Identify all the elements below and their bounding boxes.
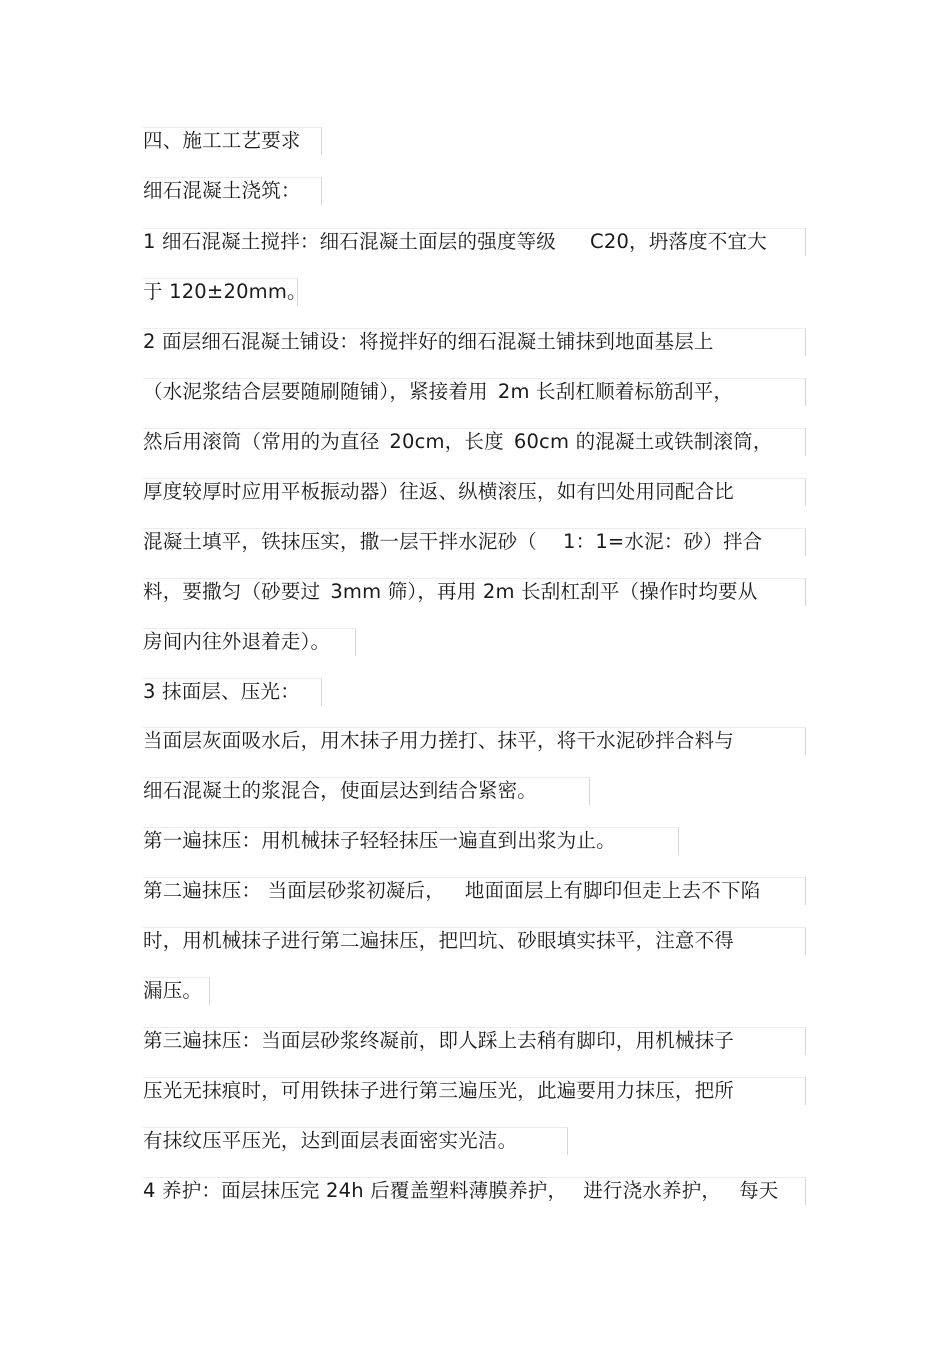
subsection-heading: 3 抹面层、压光： bbox=[143, 680, 300, 703]
paragraph-line: 第二遍抹压： 当面层砂浆初凝后， 地面面层上有脚印但走上去不下陷 bbox=[143, 879, 761, 902]
paragraph-line: 时，用机械抹子进行第二遍抹压，把凹坑、砂眼填实抹平，注意不得 bbox=[143, 929, 735, 952]
paragraph-line: 有抹纹压平压光，达到面层表面密实光洁。 bbox=[143, 1129, 518, 1152]
paragraph-line: 2 面层细石混凝土铺设：将搅拌好的细石混凝土铺抹到地面基层上 bbox=[143, 330, 714, 353]
paragraph-line: 1 细石混凝土搅拌：细石混凝土面层的强度等级 C20，坍落度不宜大 bbox=[143, 230, 767, 253]
paragraph-line: 漏压。 bbox=[143, 979, 203, 1002]
paragraph-line: 第一遍抹压：用机械抹子轻轻抹压一遍直到出浆为止。 bbox=[143, 829, 616, 852]
section-heading: 四、施工工艺要求 bbox=[143, 129, 301, 152]
paragraph-line: 混凝土填平，铁抹压实，撒一层干拌水泥砂（ 1：1=水泥：砂）拌合 bbox=[143, 530, 763, 553]
paragraph-line: 于 120±20mm。 bbox=[143, 280, 307, 303]
paragraph-line: 细石混凝土的浆混合，使面层达到结合紧密。 bbox=[143, 779, 538, 802]
subsection-heading: 4 养护：面层抹压完 24h 后覆盖塑料薄膜养护， 进行浇水养护， 每天 bbox=[143, 1179, 779, 1202]
paragraph-line: （水泥浆结合层要随刷随铺），紧接着用 2m 长刮杠顺着标筋刮平， bbox=[143, 380, 734, 403]
subheading: 细石混凝土浇筑： bbox=[143, 179, 301, 202]
paragraph-line: 然后用滚筒（常用的为直径 20cm，长度 60cm 的混凝土或铁制滚筒， bbox=[143, 430, 773, 453]
paragraph-line: 当面层灰面吸水后，用木抹子用力搓打、抹平，将干水泥砂拌合料与 bbox=[143, 729, 735, 752]
paragraph-line: 房间内往外退着走）。 bbox=[143, 630, 331, 653]
paragraph-line: 第三遍抹压：当面层砂浆终凝前，即人踩上去稍有脚印，用机械抹子 bbox=[143, 1029, 735, 1052]
paragraph-line: 料，要撒匀（砂要过 3mm 筛），再用 2m 长刮杠刮平（操作时均要从 bbox=[143, 580, 758, 603]
paragraph-line: 厚度较厚时应用平板振动器）往返、纵横滚压，如有凹处用同配合比 bbox=[143, 480, 735, 503]
paragraph-line: 压光无抹痕时，可用铁抹子进行第三遍压光，此遍要用力抹压，把所 bbox=[143, 1079, 735, 1102]
